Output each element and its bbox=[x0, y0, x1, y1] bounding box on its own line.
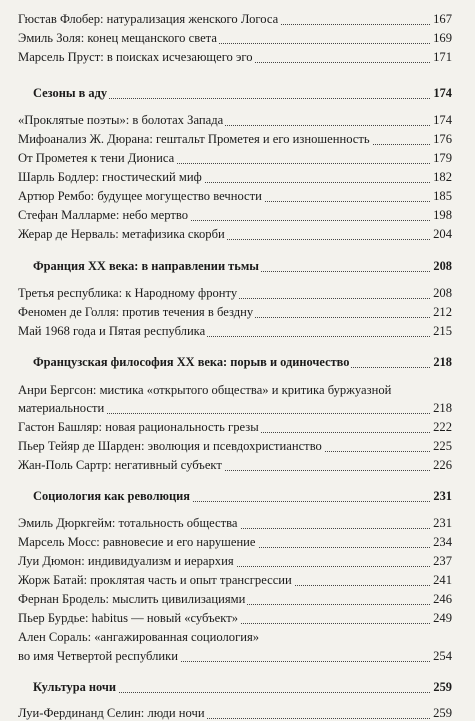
entry-title: Фернан Бродель: мыслить цивилизациями bbox=[18, 592, 246, 606]
toc-section-heading bbox=[33, 489, 452, 504]
entry-title: во имя Четвертой республики bbox=[18, 649, 178, 663]
toc-section-heading bbox=[33, 355, 452, 370]
page-number: 167 bbox=[433, 12, 452, 26]
page-number: 241 bbox=[433, 573, 452, 587]
toc-entry bbox=[18, 420, 452, 435]
entry-title: Эмиль Дюркгейм: тотальность общества bbox=[18, 516, 238, 530]
entry-title: Стефан Малларме: небо мертво bbox=[18, 208, 189, 222]
entry-title: Эмиль Золя: конец мещанского света bbox=[18, 31, 217, 45]
entry-title: Гюстав Флобер: натурализация женского Логоса bbox=[18, 12, 279, 26]
toc-entry bbox=[18, 592, 452, 607]
toc-entry bbox=[18, 324, 452, 339]
toc-entry bbox=[18, 401, 452, 416]
entry-title: Ален Сораль: «ангажированная социология» bbox=[18, 630, 260, 644]
toc-entry bbox=[18, 554, 452, 569]
entry-title: Шарль Бодлер: гностический миф bbox=[18, 170, 202, 184]
entry-title: Анри Бергсон: мистика «открытого общества» и критика буржуазной bbox=[18, 383, 392, 397]
toc-section-heading bbox=[33, 86, 452, 101]
entry-title: материальности bbox=[18, 401, 105, 415]
page-number: 212 bbox=[433, 305, 452, 319]
toc-entry bbox=[18, 706, 452, 721]
page-number: 218 bbox=[433, 401, 452, 415]
page-number: 237 bbox=[433, 554, 452, 568]
page-number: 218 bbox=[433, 355, 452, 369]
page-number: 225 bbox=[433, 439, 452, 453]
entry-title: Феномен де Голля: против течения в бездну bbox=[18, 305, 254, 319]
page-number: 174 bbox=[433, 86, 452, 100]
page-number: 208 bbox=[433, 259, 452, 273]
entry-title: Третья республика: к Народному фронту bbox=[18, 286, 238, 300]
toc-entry bbox=[18, 189, 452, 204]
page-number: 254 bbox=[433, 649, 452, 663]
toc-entry bbox=[18, 649, 452, 664]
entry-title: Пьер Бурдье: habitus — новый «субъект» bbox=[18, 611, 239, 625]
page-number: 246 bbox=[433, 592, 452, 606]
toc-entry bbox=[18, 12, 452, 27]
toc-entry bbox=[18, 458, 452, 473]
section-title: Социология как революция bbox=[33, 489, 190, 503]
entry-title: Марсель Пруст: в поисках исчезающего эго bbox=[18, 50, 253, 64]
toc-entry bbox=[18, 227, 452, 242]
toc-entry bbox=[18, 611, 452, 626]
page-number: 182 bbox=[433, 170, 452, 184]
page-number: 249 bbox=[433, 611, 452, 625]
entry-title: Артюр Рембо: будущее могущество вечности bbox=[18, 189, 262, 203]
entry-title: Гастон Башляр: новая рациональность грезы bbox=[18, 420, 259, 434]
entry-title: От Прометея к тени Диониса bbox=[18, 151, 175, 165]
page-number: 215 bbox=[433, 324, 452, 338]
toc-entry bbox=[18, 113, 452, 128]
page-number: 204 bbox=[433, 227, 452, 241]
page-number: 231 bbox=[433, 516, 452, 530]
toc-entry bbox=[18, 286, 452, 301]
toc-entry bbox=[18, 208, 452, 223]
page-number: 176 bbox=[433, 132, 452, 146]
toc-section-heading bbox=[33, 680, 452, 695]
page-number: 198 bbox=[433, 208, 452, 222]
entry-title: «Проклятые поэты»: в болотах Запада bbox=[18, 113, 224, 127]
page-number: 231 bbox=[433, 489, 452, 503]
toc-section-heading bbox=[33, 259, 452, 274]
page-number: 259 bbox=[433, 680, 452, 694]
page-number: 169 bbox=[433, 31, 452, 45]
entry-title: Пьер Тейяр де Шарден: эволюция и псевдохристианство bbox=[18, 439, 322, 453]
toc-entry bbox=[18, 439, 452, 454]
section-title: Культура ночи bbox=[33, 680, 117, 694]
entry-title: Жан-Поль Сартр: негативный субъект bbox=[18, 458, 222, 472]
page-number: 226 bbox=[433, 458, 452, 472]
page-number: 208 bbox=[433, 286, 452, 300]
entry-title: Луи Дюмон: индивидуализм и иерархия bbox=[18, 554, 234, 568]
toc-entry bbox=[18, 132, 452, 147]
toc-entry bbox=[18, 535, 452, 550]
toc-entry bbox=[18, 573, 452, 588]
page-number: 222 bbox=[433, 420, 452, 434]
page-number: 185 bbox=[433, 189, 452, 203]
page-number: 234 bbox=[433, 535, 452, 549]
toc-entry bbox=[18, 151, 452, 166]
page-number: 179 bbox=[433, 151, 452, 165]
toc-entry bbox=[18, 50, 452, 65]
entry-title: Луи-Фердинанд Селин: люди ночи bbox=[18, 706, 205, 720]
section-title: Франция XX века: в направлении тьмы bbox=[33, 259, 259, 273]
section-title: Сезоны в аду bbox=[33, 86, 108, 100]
toc-entry bbox=[18, 630, 452, 645]
entry-title: Мифоанализ Ж. Дюрана: гештальт Прометея и его изношенность bbox=[18, 132, 370, 146]
entry-title: Жорж Батай: проклятая часть и опыт трансгрессии bbox=[18, 573, 292, 587]
toc-entry bbox=[18, 516, 452, 531]
section-title: Французская философия XX века: порыв и одиночество bbox=[33, 355, 350, 369]
toc-entry bbox=[18, 170, 452, 185]
toc-entry bbox=[18, 383, 452, 398]
entry-title: Марсель Мосс: равновесие и его нарушение bbox=[18, 535, 256, 549]
page-number: 171 bbox=[433, 50, 452, 64]
entry-title: Май 1968 года и Пятая республика bbox=[18, 324, 206, 338]
entry-title: Жерар де Нерваль: метафизика скорби bbox=[18, 227, 225, 241]
page-number: 259 bbox=[433, 706, 452, 720]
page-number: 174 bbox=[433, 113, 452, 127]
toc-entry bbox=[18, 305, 452, 320]
toc-entry bbox=[18, 31, 452, 46]
